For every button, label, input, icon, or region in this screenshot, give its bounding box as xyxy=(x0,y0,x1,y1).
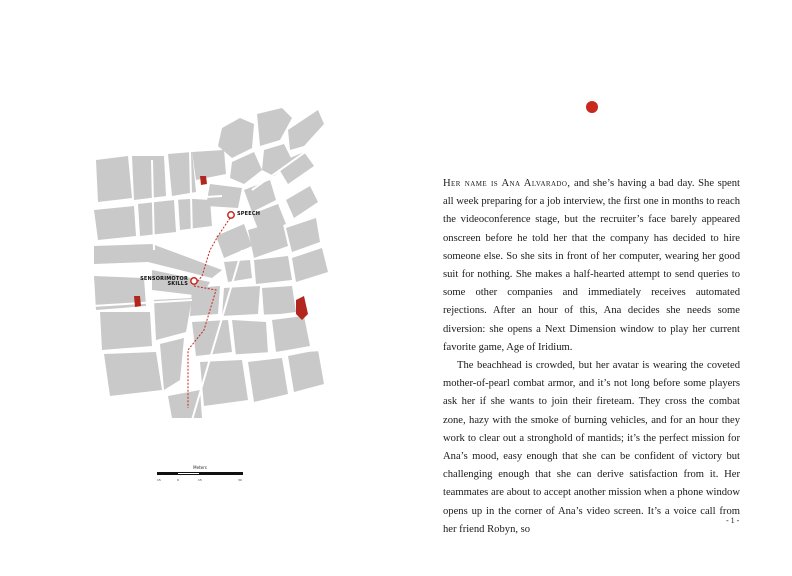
scale-tick: 30 xyxy=(238,478,242,482)
page-number: - 1 - xyxy=(726,516,740,525)
paragraph-1-body: and she’s having a bad day. She spent all week preparing for a job interview, the first one in months to reach the videoconference stage, but the recruiter’s face barely appeared onscreen before he told her that the company has decided to hire someone else. So she sits in front of her computer, wearing her good suit for nothing. She makes a half-hearted attempt to send queries to some other companies and immediately receives automated rejections. After an hour of this, Ana decides she needs some diversion: she opens a Next Dimension window to play her current favorite game, Age of Iridium. xyxy=(443,178,740,353)
speech-marker-icon xyxy=(228,212,234,218)
opening-small-caps: Her name is Ana Alvarado, xyxy=(443,178,571,189)
city-map xyxy=(92,100,332,420)
label-speech: SPEECH xyxy=(237,211,261,217)
scale-tick: 15 xyxy=(157,478,161,482)
sensorimotor-marker-icon xyxy=(191,278,197,284)
scale-tick: 0 xyxy=(177,478,179,482)
paragraph-2: The beachhead is crowded, but her avatar is wearing the coveted mother-of-pearl combat armor, and it’s not long before some players ask her if she wants to join their fireteam. They cross the combat zone, hazy with the smoke of burning vehicles, and for an hour they work to clear out a stronghold of mantids; it’s the perfect mission for Ana’s mood, easy enough that she can be confident of victory but challenging enough that she can derive satisfaction from it. Her teammates are about to accept another mission when a phone window opens up in the corner of Ana’s video screen. It’s a voice call from her friend Robyn, so xyxy=(443,360,740,535)
map-blocks xyxy=(92,100,332,420)
scale-bar-graphic xyxy=(157,472,243,475)
scale-tick: 15 xyxy=(198,478,202,482)
red-dot-ornament xyxy=(586,101,598,113)
label-sensorimotor-skills: SENSORIMOTOR SKILLS xyxy=(140,276,188,287)
body-text xyxy=(443,175,740,539)
scale-bar-title: Meters xyxy=(193,465,207,470)
scale-bar xyxy=(157,465,243,485)
paragraph-1 xyxy=(443,175,740,357)
scale-bar-ticks xyxy=(157,478,243,483)
